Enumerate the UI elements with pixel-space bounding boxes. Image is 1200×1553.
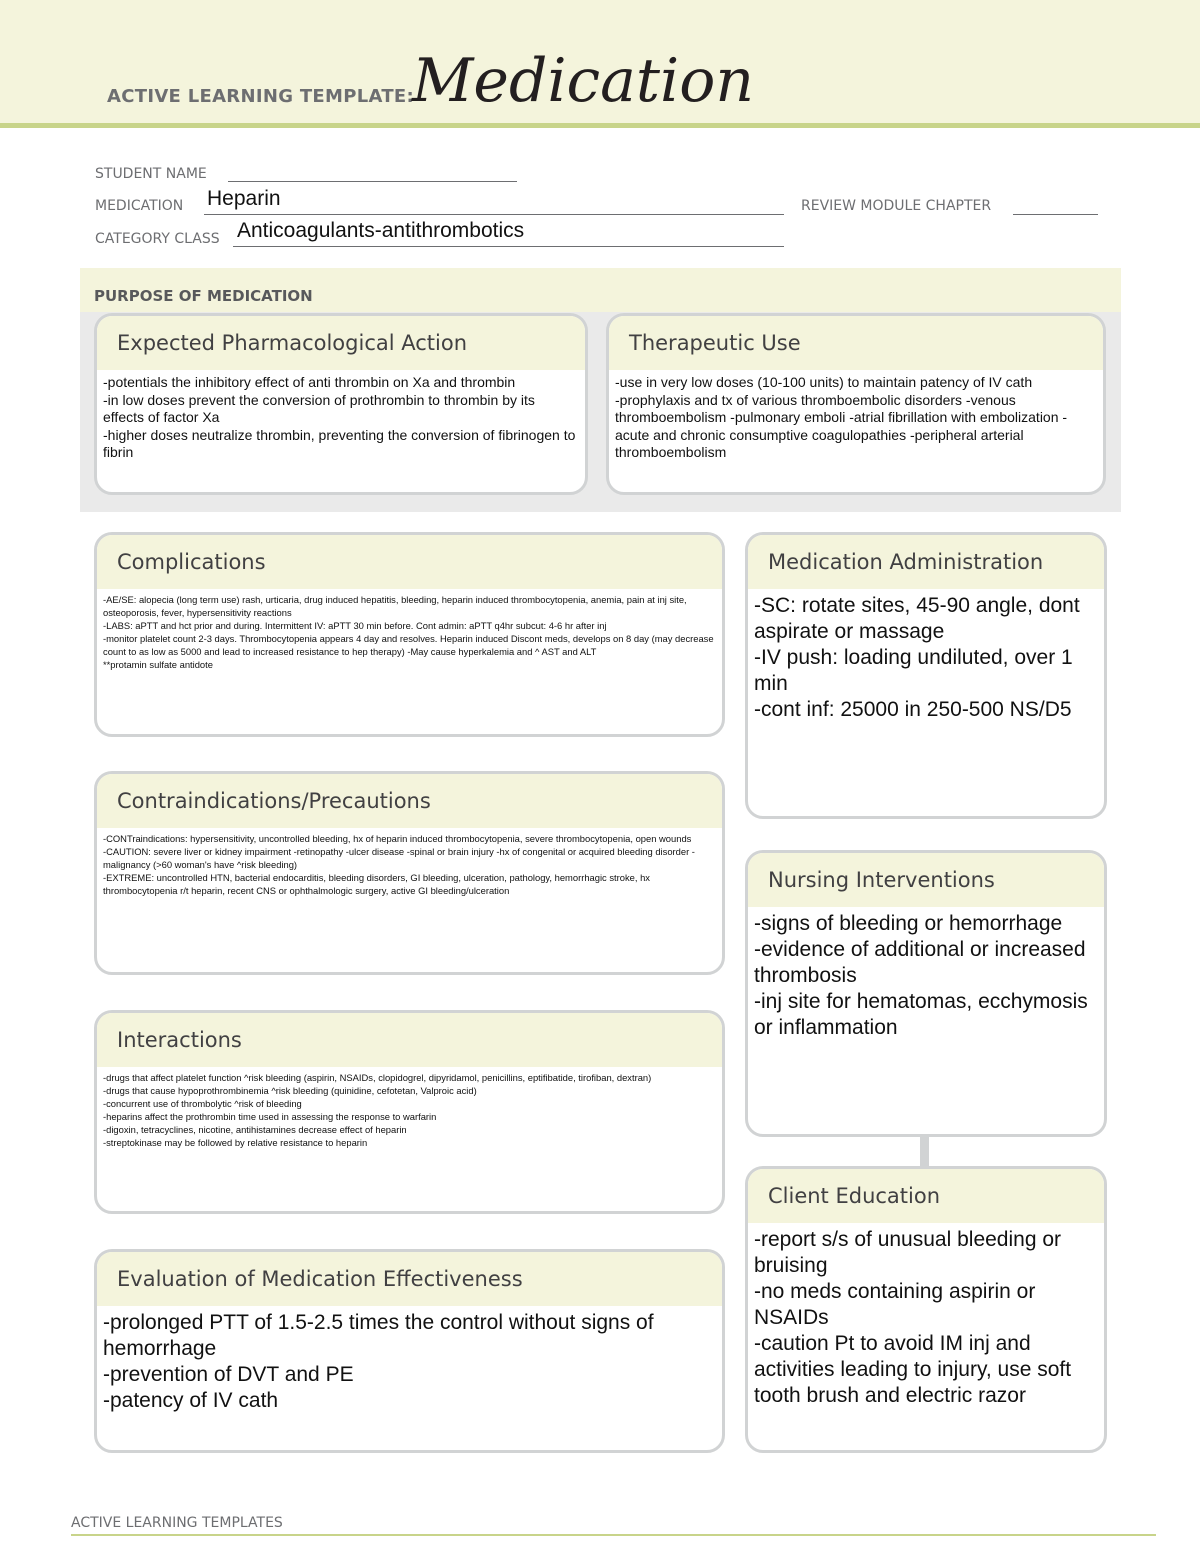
client-education-title: Client Education <box>768 1184 941 1208</box>
section-connector <box>920 1136 929 1166</box>
expected-action-title: Expected Pharmacological Action <box>117 331 468 355</box>
expected-action-text[interactable]: -potentials the inhibitory effect of anti thrombin on Xa and thrombin -in low doses prevent the conversion of prothrombin to thrombin by its effects of factor Xa -higher doses neutralize thrombin, preventing the conversion of fibrinogen to fibrin <box>103 374 576 460</box>
contraindications-card <box>94 771 725 975</box>
therapeutic-use-title: Therapeutic Use <box>629 331 801 355</box>
student-name-label: STUDENT NAME <box>95 166 207 182</box>
client-education-header <box>748 1169 1104 1223</box>
nursing-interventions-text[interactable]: -signs of bleeding or hemorrhage -evidence of additional or increased thrombosis -inj site for hematomas, ecchymosis or inflammation <box>754 912 1088 1039</box>
nursing-interventions-card <box>745 850 1107 1137</box>
expected-action-card <box>94 313 588 495</box>
interactions-card <box>94 1010 725 1214</box>
purpose-title: PURPOSE OF MEDICATION <box>94 287 313 305</box>
category-class-label: CATEGORY CLASS <box>95 231 220 247</box>
complications-title: Complications <box>117 550 266 574</box>
expected-action-header <box>97 316 585 370</box>
med-admin-header <box>748 535 1104 589</box>
category-class-field[interactable]: Anticoagulants-antithrombotics <box>237 219 525 242</box>
evaluation-text[interactable]: -prolonged PTT of 1.5-2.5 times the control without signs of hemorrhage -prevention of DVT and PE -patency of IV cath <box>103 1311 654 1412</box>
student-name-line <box>228 181 517 182</box>
therapeutic-use-header <box>609 316 1103 370</box>
interactions-header <box>97 1013 722 1067</box>
medication-line <box>204 214 784 215</box>
footer-rule <box>71 1534 1156 1536</box>
interactions-text[interactable]: -drugs that affect platelet function ^risk bleeding (aspirin, NSAIDs, clopidogrel, dipyridamol, penicillins, eptifibatide, tirofiban, dextran) -drugs that cause hypoprothrombinemia ^risk bleeding (quinidine, cefotetan, Valproic acid) -concurrent use of thrombolytic ^risk of bleeding -heparins affect the prothrombin time used in assessing the response to warfarin -digoxin, tetracyclines, nicotine, antihistamines decrease effect of heparin -streptokinase may be followed by relative resistance to heparin <box>103 1072 652 1148</box>
therapeutic-use-card <box>606 313 1106 495</box>
contraindications-header <box>97 774 722 828</box>
header-rule <box>0 123 1200 128</box>
medication-field[interactable]: Heparin <box>207 187 281 210</box>
review-module-line <box>1013 214 1098 215</box>
med-admin-title: Medication Administration <box>768 550 1044 574</box>
header-prefix: ACTIVE LEARNING TEMPLATE: <box>107 86 414 107</box>
page-title: Medication <box>412 46 754 116</box>
med-admin-text[interactable]: -SC: rotate sites, 45-90 angle, dont aspirate or massage -IV push: loading undiluted, over 1 min -cont inf: 25000 in 250-500 NS/D5 <box>754 594 1080 721</box>
complications-header <box>97 535 722 589</box>
medication-label: MEDICATION <box>95 198 184 214</box>
footer-text: ACTIVE LEARNING TEMPLATES <box>71 1515 283 1531</box>
contraindications-text[interactable]: -CONTraindications: hypersensitivity, uncontrolled bleeding, hx of heparin induced thrombocytopenia, severe thrombocytopenia, open wounds -CAUTION: severe liver or kidney impairment -retinopathy -ulcer disease -spinal or brain injury -hx of congenital or acquired bleeding disorder -malignancy (>60 woman's have ^risk bleeding) -EXTREME: uncontrolled HTN, bacterial endocarditis, bleeding disorders, GI bleeding, ulceration, pathology, hemorrhagic stroke, hx thrombocytopenia r/t heparin, recent CNS or ophthalmologic surgery, active GI bleeding/ulceration <box>103 833 695 896</box>
med-admin-card <box>745 532 1107 819</box>
client-education-card <box>745 1166 1107 1453</box>
nursing-interventions-title: Nursing Interventions <box>768 868 995 892</box>
category-class-line <box>233 246 784 247</box>
client-education-text[interactable]: -report s/s of unusual bleeding or bruising -no meds containing aspirin or NSAIDs -caution Pt to avoid IM inj and activities leading to injury, use soft tooth brush and electric razor <box>754 1228 1072 1407</box>
evaluation-header <box>97 1252 722 1306</box>
therapeutic-use-text[interactable]: -use in very low doses (10-100 units) to maintain patency of IV cath -prophylaxis and tx of various thromboembolic disorders -venous thromboembolism -pulmonary emboli -atrial fibrillation with embolization -acute and chronic consumptive coagulopathies -peripheral arterial thromboembolism <box>615 374 1068 460</box>
contraindications-title: Contraindications/Precautions <box>117 789 431 813</box>
evaluation-card <box>94 1249 725 1453</box>
complications-card <box>94 532 725 737</box>
complications-text[interactable]: -AE/SE: alopecia (long term use) rash, urticaria, drug induced hepatitis, bleeding, heparin induced thrombocytopenia, anemia, pain at inj site, osteoporosis, fever, hypersensitivity reactions -LABS: aPTT and hct prior and during. Intermittent IV: aPTT 30 min before. Cont admin: aPTT q4hr subcut: 4-6 hr after inj -monitor platelet count 2-3 days. Thrombocytopenia appears 4 day and resolves. Heparin induced Discont meds, develops on 8 day (may decrease count to as low as 5000 and lead to increased resistance to hep therapy) -May cause hyperkalemia and ^ AST and ALT **protamin sulfate antidote <box>103 594 714 670</box>
review-module-label: REVIEW MODULE CHAPTER <box>801 198 992 214</box>
evaluation-title: Evaluation of Medication Effectiveness <box>117 1267 523 1291</box>
interactions-title: Interactions <box>117 1028 242 1052</box>
nursing-interventions-header <box>748 853 1104 907</box>
